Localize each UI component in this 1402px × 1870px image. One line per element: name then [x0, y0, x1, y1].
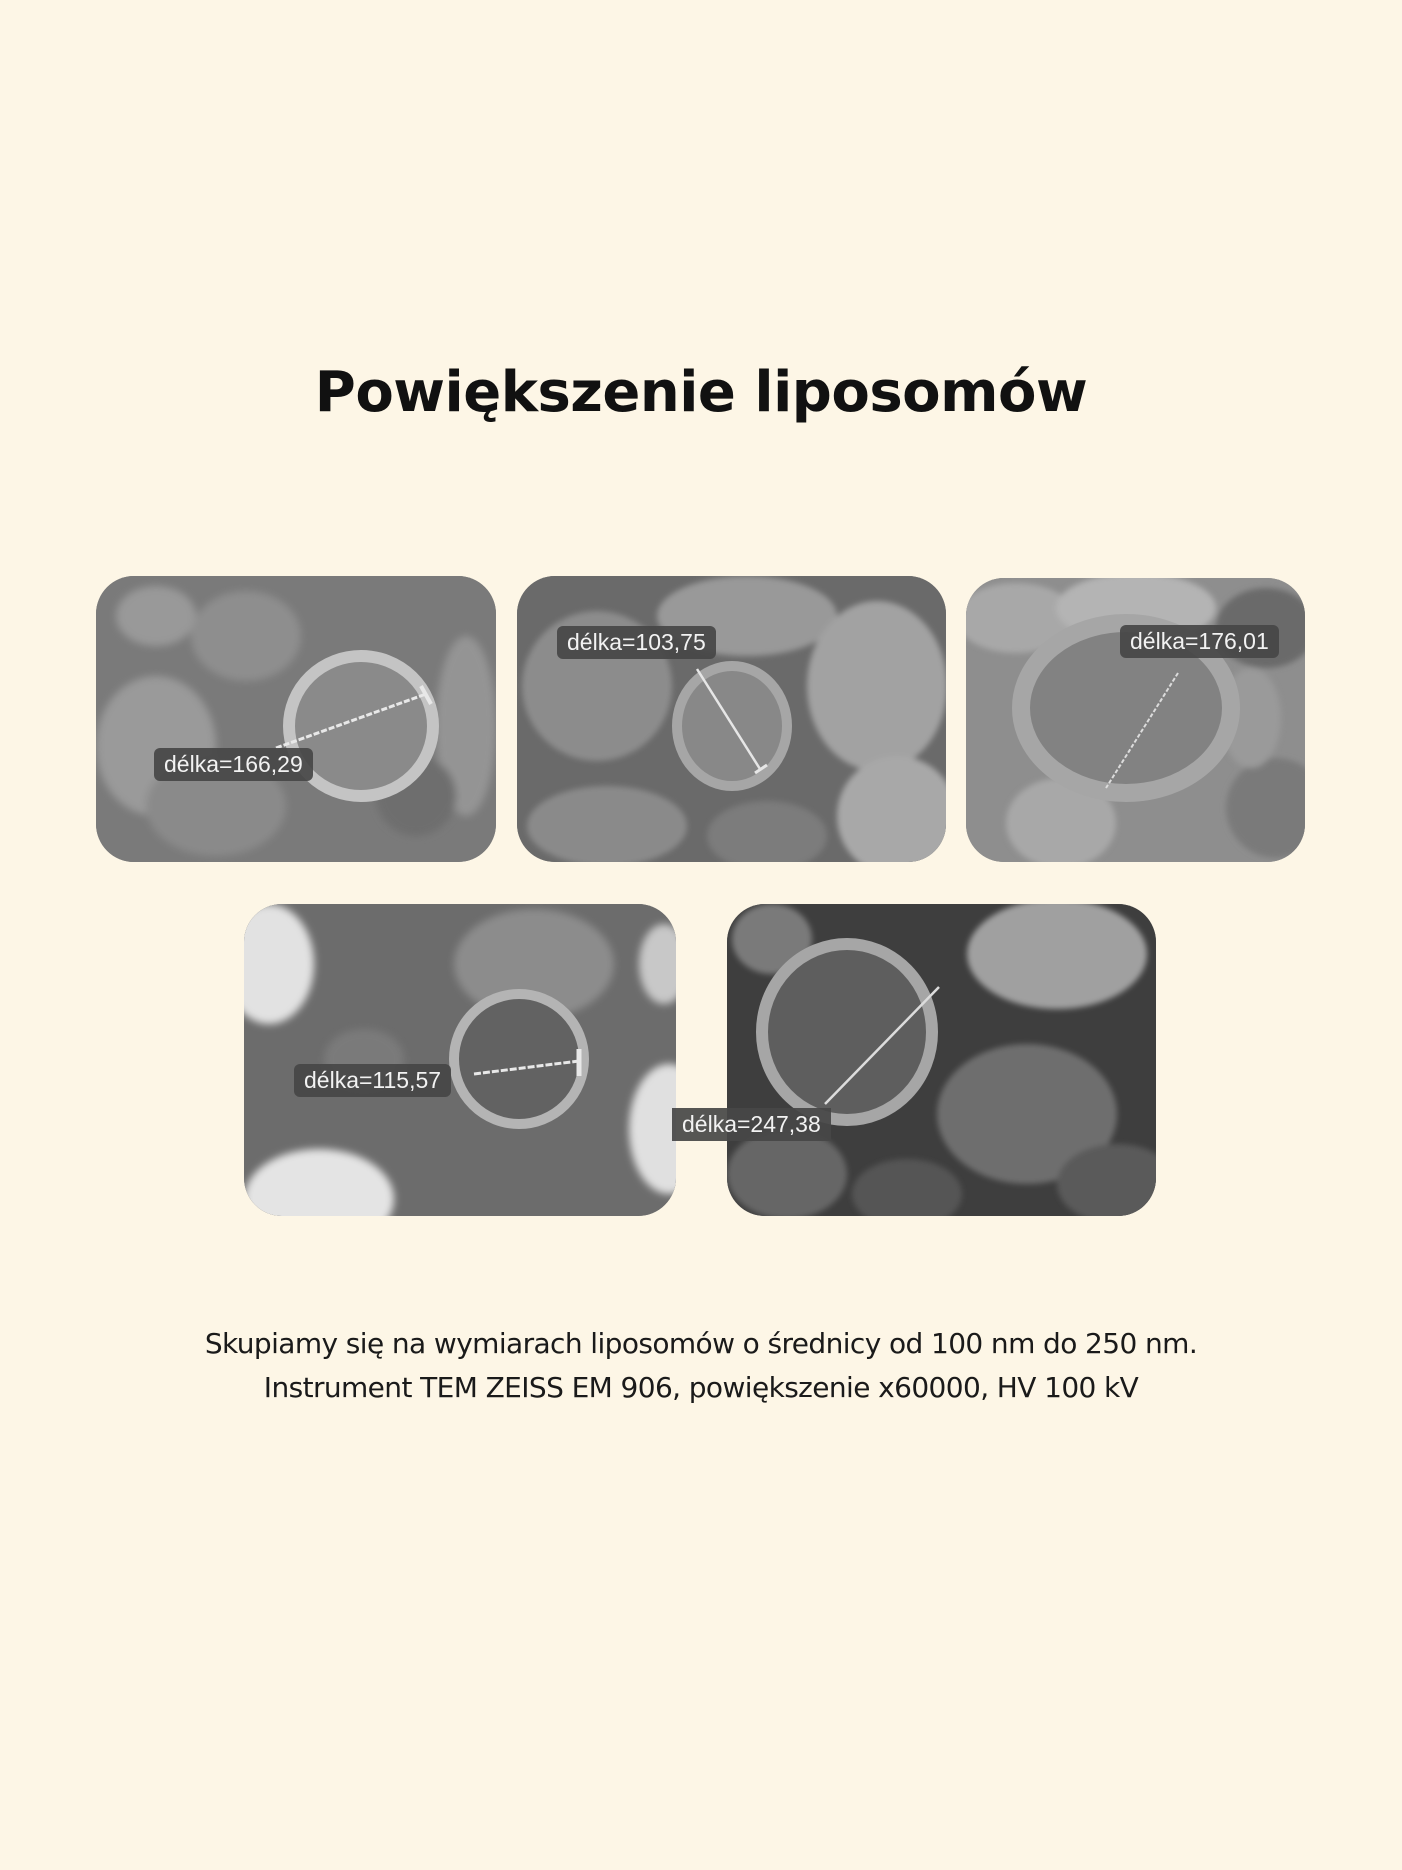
liposome-micrograph [96, 576, 496, 862]
measurement-label: délka=166,29 [154, 748, 313, 781]
measurement-label: délka=176,01 [1120, 625, 1279, 658]
page-title: Powiększenie liposomów [314, 360, 1088, 425]
caption-line-1: Skupiamy się na wymiarach liposomów o średnicy od 100 nm do 250 nm. [204, 1327, 1198, 1360]
caption-line-2: Instrument TEM ZEISS EM 906, powiększenie x60000, HV 100 kV [263, 1371, 1139, 1404]
tem-image-1 [96, 576, 496, 862]
tem-image-5 [727, 904, 1156, 1216]
measurement-label: délka=115,57 [294, 1064, 451, 1097]
liposome-micrograph [966, 578, 1305, 862]
tem-image-4 [244, 904, 676, 1216]
caption [0, 1322, 1402, 1410]
liposome-micrograph [244, 904, 676, 1216]
tem-image-2 [517, 576, 946, 862]
liposome-micrograph [517, 576, 946, 862]
liposome-micrograph [727, 904, 1156, 1216]
measurement-label: délka=103,75 [557, 626, 716, 659]
measurement-label: délka=247,38 [672, 1108, 831, 1141]
tem-image-3 [966, 578, 1305, 862]
